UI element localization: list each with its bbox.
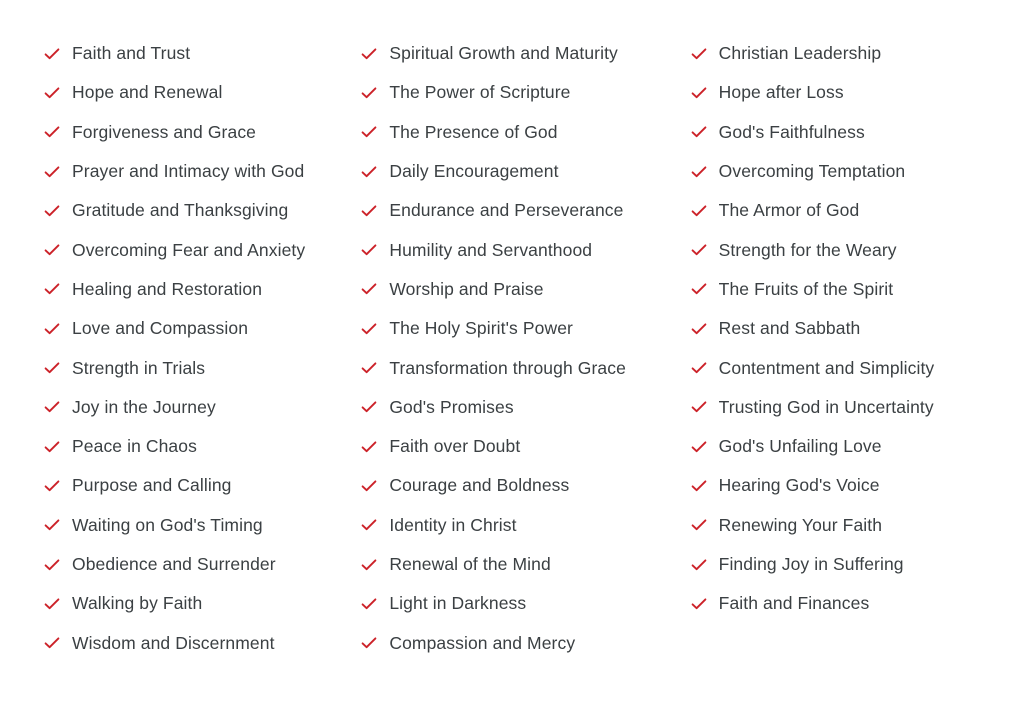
list-item-label: Humility and Servanthood xyxy=(389,239,593,260)
list-item xyxy=(691,230,1000,269)
list-item-label: Healing and Restoration xyxy=(72,278,263,299)
check-icon xyxy=(361,517,377,533)
checklist-column-2 xyxy=(361,34,690,663)
list-item-label: Peace in Chaos xyxy=(72,436,197,457)
list-item-label: Hearing God's Voice xyxy=(718,475,880,496)
list-item xyxy=(44,545,361,584)
check-icon xyxy=(691,124,707,140)
list-item xyxy=(361,623,690,662)
list-item xyxy=(361,191,690,230)
check-icon xyxy=(44,596,60,612)
list-item xyxy=(44,34,361,73)
list-item xyxy=(44,113,361,152)
list-item-label: Obedience and Surrender xyxy=(72,554,276,574)
check-icon xyxy=(361,242,377,258)
list-item xyxy=(44,388,361,427)
check-icon xyxy=(691,321,707,337)
check-icon xyxy=(44,635,60,651)
list-item xyxy=(44,623,361,662)
check-icon xyxy=(44,360,60,376)
list-item xyxy=(361,506,690,545)
list-item-label: The Power of Scripture xyxy=(389,82,571,103)
check-icon xyxy=(691,281,707,297)
list-item-label: Finding Joy in Suffering xyxy=(718,554,904,574)
list-item xyxy=(361,34,690,73)
list-item-label: Endurance and Perseverance xyxy=(389,200,624,221)
list-item-label: Worship and Praise xyxy=(389,278,544,299)
check-icon xyxy=(44,46,60,62)
list-item xyxy=(691,506,1000,545)
list-item-label: Waiting on God's Timing xyxy=(72,514,263,535)
check-icon xyxy=(44,124,60,140)
check-icon xyxy=(691,85,707,101)
check-icon xyxy=(44,203,60,219)
list-item-label: Faith over Doubt xyxy=(389,436,521,457)
check-icon xyxy=(691,557,707,573)
list-item-label: Overcoming Fear and Anxiety xyxy=(72,239,306,260)
list-item xyxy=(44,270,361,309)
check-icon xyxy=(691,478,707,494)
list-item xyxy=(361,73,690,112)
check-icon xyxy=(361,635,377,651)
list-item-label: Courage and Boldness xyxy=(389,475,570,496)
list-item xyxy=(361,270,690,309)
check-icon xyxy=(44,321,60,337)
check-icon xyxy=(361,203,377,219)
list-item-label: The Fruits of the Spirit xyxy=(718,278,894,299)
list-item xyxy=(691,152,1000,191)
list-item xyxy=(691,191,1000,230)
check-icon xyxy=(44,281,60,297)
list-item-label: Renewing Your Faith xyxy=(718,514,883,535)
list-item xyxy=(691,427,1000,466)
list-item-label: Christian Leadership xyxy=(718,43,882,64)
list-item-label: God's Faithfulness xyxy=(718,121,865,142)
list-item-label: God's Promises xyxy=(389,396,514,417)
list-item xyxy=(691,73,1000,112)
list-item xyxy=(361,466,690,505)
list-item-label: Rest and Sabbath xyxy=(718,318,861,339)
check-icon xyxy=(44,478,60,494)
list-item-label: The Armor of God xyxy=(718,200,860,221)
check-icon xyxy=(691,203,707,219)
list-item xyxy=(361,113,690,152)
check-icon xyxy=(361,596,377,612)
check-icon xyxy=(44,164,60,180)
check-icon xyxy=(44,557,60,573)
list-item-label: Purpose and Calling xyxy=(72,475,232,496)
check-icon xyxy=(361,321,377,337)
check-icon xyxy=(44,517,60,533)
list-item xyxy=(44,466,361,505)
list-item xyxy=(691,309,1000,348)
list-item-label: Forgiveness and Grace xyxy=(72,121,256,142)
check-icon xyxy=(691,399,707,415)
list-item xyxy=(44,152,361,191)
check-icon xyxy=(44,399,60,415)
list-item-label: Gratitude and Thanksgiving xyxy=(72,200,289,221)
check-icon xyxy=(361,164,377,180)
list-item xyxy=(691,348,1000,387)
checklist-column-3 xyxy=(691,34,1000,623)
list-item xyxy=(361,230,690,269)
check-icon xyxy=(44,85,60,101)
check-icon xyxy=(691,439,707,455)
check-icon xyxy=(361,399,377,415)
list-item xyxy=(44,73,361,112)
check-icon xyxy=(691,46,707,62)
list-item xyxy=(44,230,361,269)
check-icon xyxy=(691,517,707,533)
list-item xyxy=(361,348,690,387)
list-item xyxy=(361,545,690,584)
list-item-label: Renewal of the Mind xyxy=(389,554,551,574)
list-item xyxy=(44,309,361,348)
checklist-column-1 xyxy=(44,34,361,663)
list-item-label: God's Unfailing Love xyxy=(718,436,882,457)
list-item xyxy=(691,34,1000,73)
list-item-label: Faith and Trust xyxy=(72,43,191,64)
list-item xyxy=(691,113,1000,152)
check-icon xyxy=(691,242,707,258)
check-icon xyxy=(44,439,60,455)
check-icon xyxy=(361,557,377,573)
list-item-label: Prayer and Intimacy with God xyxy=(72,161,305,182)
list-item-label: Strength in Trials xyxy=(72,357,206,378)
check-icon xyxy=(361,46,377,62)
list-item-label: The Holy Spirit's Power xyxy=(389,318,573,339)
list-item xyxy=(361,427,690,466)
list-item xyxy=(691,270,1000,309)
list-item-label: Joy in the Journey xyxy=(72,396,216,417)
list-item xyxy=(361,309,690,348)
check-icon xyxy=(361,478,377,494)
list-item xyxy=(44,584,361,623)
check-icon xyxy=(361,439,377,455)
list-item xyxy=(361,152,690,191)
list-item-label: Overcoming Temptation xyxy=(718,161,906,182)
list-item xyxy=(691,584,1000,623)
list-item-label: Wisdom and Discernment xyxy=(72,632,275,653)
list-item-label: Spiritual Growth and Maturity xyxy=(389,43,618,64)
check-icon xyxy=(44,242,60,258)
check-icon xyxy=(361,360,377,376)
list-item xyxy=(691,388,1000,427)
list-item xyxy=(361,388,690,427)
list-item-label: Hope and Renewal xyxy=(72,82,223,103)
list-item xyxy=(44,191,361,230)
list-item-label: Love and Compassion xyxy=(72,318,249,339)
list-item-label: Contentment and Simplicity xyxy=(718,357,935,378)
list-item xyxy=(361,584,690,623)
check-icon xyxy=(691,596,707,612)
list-item-label: Transformation through Grace xyxy=(389,357,626,378)
check-icon xyxy=(691,360,707,376)
check-icon xyxy=(361,124,377,140)
list-item xyxy=(691,545,1000,584)
list-item-label: The Presence of God xyxy=(389,121,558,142)
list-item xyxy=(44,506,361,545)
list-item xyxy=(44,427,361,466)
list-item-label: Faith and Finances xyxy=(718,593,870,614)
list-item-label: Light in Darkness xyxy=(389,593,527,614)
list-item-label: Strength for the Weary xyxy=(718,239,897,260)
check-icon xyxy=(691,164,707,180)
list-item-label: Identity in Christ xyxy=(389,514,517,535)
check-icon xyxy=(361,281,377,297)
list-item xyxy=(691,466,1000,505)
list-item-label: Walking by Faith xyxy=(72,593,203,614)
list-item-label: Hope after Loss xyxy=(718,82,844,103)
list-item xyxy=(44,348,361,387)
check-icon xyxy=(361,85,377,101)
list-item-label: Compassion and Mercy xyxy=(389,632,576,653)
list-item-label: Daily Encouragement xyxy=(389,161,559,182)
list-item-label: Trusting God in Uncertainty xyxy=(718,396,934,417)
